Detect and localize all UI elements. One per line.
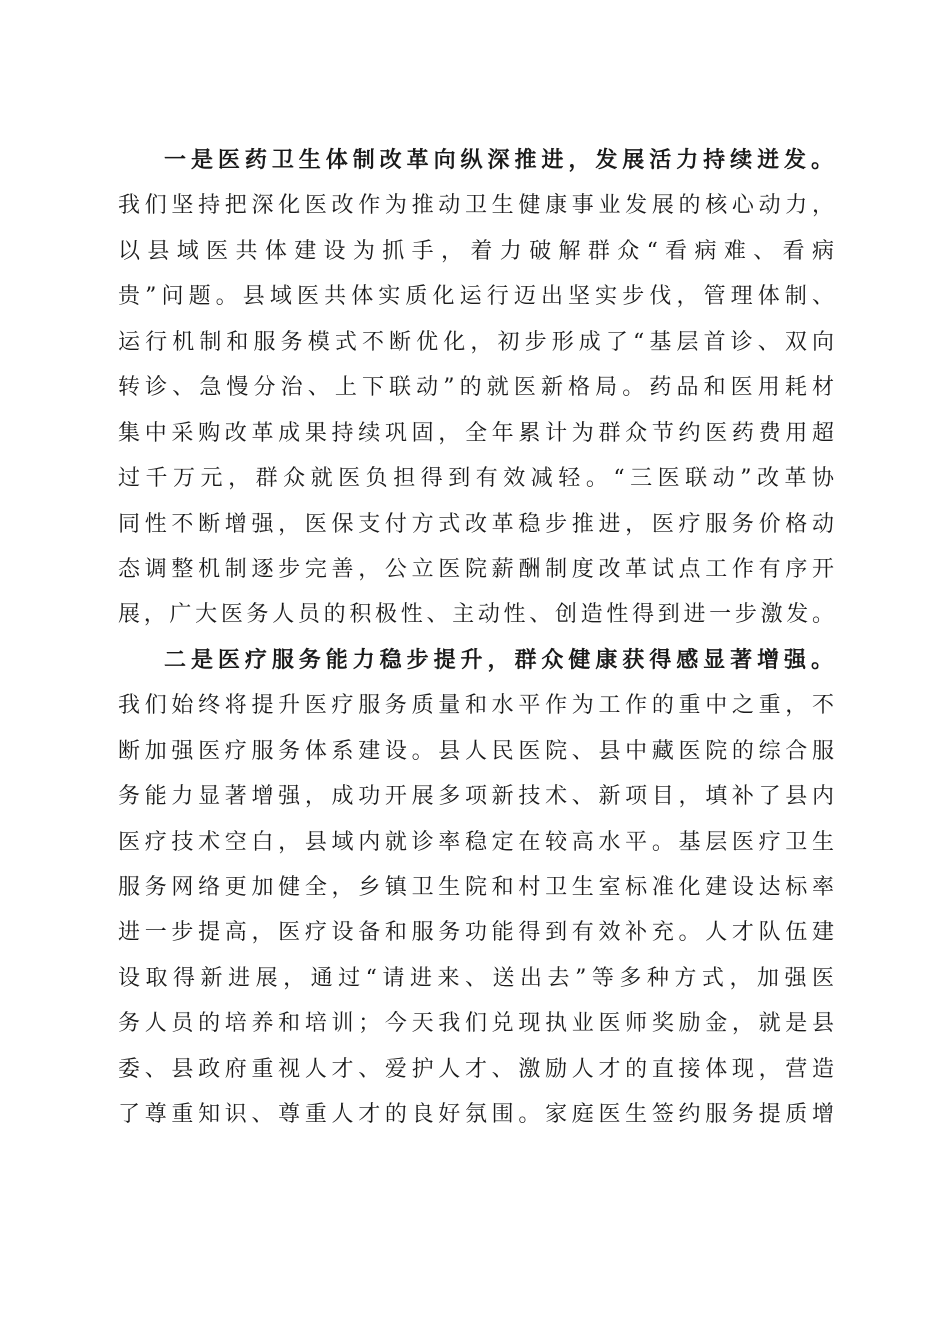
paragraph-1	[118, 138, 834, 638]
text-line: 服务网络更加健全，乡镇卫生院和村卫生室标准化建设达标率	[118, 875, 834, 900]
text-line: 务人员的培养和培训；今天我们兑现执业医师奖励金，就是县	[118, 1011, 834, 1037]
text-line: 运行机制和服务模式不断优化，初步形成了“基层首诊、双向	[118, 329, 834, 355]
text-line: 断加强医疗服务体系建设。县人民医院、县中藏医院的综合服	[118, 738, 834, 764]
text-line: 贵”问题。县域医共体实质化运行迈出坚实步伐，管理体制、	[118, 284, 834, 310]
paragraph-2	[118, 638, 834, 1138]
text-line: 设取得新进展，通过“请进来、送出去”等多种方式，加强医	[118, 965, 834, 991]
text-line: 委、县政府重视人才、爱护人才、激励人才的直接体现，营造	[118, 1056, 834, 1082]
text-line: 过千万元，群众就医负担得到有效减轻。“三医联动”改革协	[118, 466, 834, 492]
body-text	[118, 138, 834, 1138]
text-line: 展，广大医务人员的积极性、主动性、创造性得到进一步激发。	[118, 602, 834, 628]
text-line: 医疗技术空白，县域内就诊率稳定在较高水平。基层医疗卫生	[118, 829, 834, 855]
text-line: 转诊、急慢分治、上下联动”的就医新格局。药品和医用耗材	[118, 375, 834, 401]
text-line: 同性不断增强，医保支付方式改革稳步推进，医疗服务价格动	[118, 511, 834, 537]
text-line: 务能力显著增强，成功开展多项新技术、新项目，填补了县内	[118, 784, 834, 810]
text-line: 集中采购改革成果持续巩固，全年累计为群众节约医药费用超	[118, 420, 834, 446]
paragraph-2-heading: 二是医疗服务能力稳步提升，群众健康获得感显著增强。	[164, 646, 834, 673]
text-line: 进一步提高，医疗设备和服务功能得到有效补充。人才队伍建	[118, 920, 834, 946]
text-line: 了尊重知识、尊重人才的良好氛围。家庭医生签约服务提质增	[118, 1102, 834, 1128]
text-line: 我们坚持把深化医改作为推动卫生健康事业发展的核心动力，	[118, 193, 834, 219]
paragraph-1-heading: 一是医药卫生体制改革向纵深推进，发展活力持续迸发。	[164, 147, 834, 173]
text-line: 态调整机制逐步完善，公立医院薪酬制度改革试点工作有序开	[118, 556, 834, 582]
text-line: 我们始终将提升医疗服务质量和水平作为工作的重中之重，不	[118, 693, 834, 719]
text-line: 以县域医共体建设为抓手，着力破解群众“看病难、看病	[118, 238, 834, 264]
